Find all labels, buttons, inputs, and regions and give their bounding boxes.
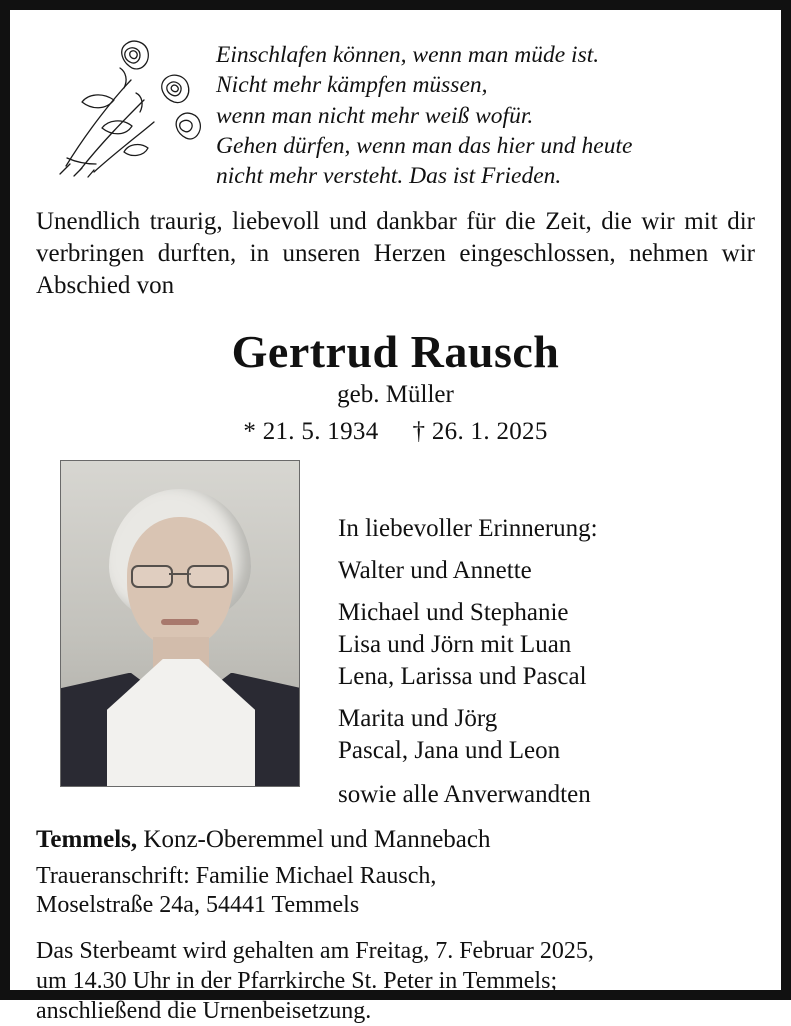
mourner-entry: Marita und Jörg [338, 704, 498, 732]
service-line-1: Das Sterbeamt wird gehalten am Freitag, 7. Februar 2025, [36, 938, 594, 965]
address-line-1: Traueranschrift: Familie Michael Rausch, [36, 862, 437, 889]
mourner-entry: Michael und Stephanie [338, 598, 569, 626]
mourners-heading: In liebevoller Erinnerung: [338, 514, 598, 542]
mourners-list [300, 460, 755, 810]
photo-and-mourners [36, 460, 755, 810]
mourner-entry: Lisa und Jörn mit Luan [338, 630, 572, 658]
deceased-name: Gertrud Rausch [231, 326, 560, 378]
places-line [36, 826, 755, 854]
primary-place: Temmels, [36, 825, 138, 853]
verse-line-1: Einschlafen können, wenn man müde ist. [216, 42, 600, 68]
rose-bouquet-icon [36, 28, 206, 178]
portrait-photo [36, 460, 300, 787]
maiden-name: geb. Müller [337, 380, 454, 408]
mourners-closing: sowie alle Anverwandten [338, 780, 591, 808]
service-line-2: um 14.30 Uhr in der Pfarrkirche St. Peter in Temmels; [36, 968, 558, 995]
service-line-3: anschließend die Urnenbeisetzung. [36, 998, 372, 1025]
mourner-entry: Walter und Annette [338, 556, 532, 584]
other-places: Konz-Oberemmel und Mannebach [137, 825, 491, 853]
mourner-entry: Pascal, Jana und Leon [338, 736, 561, 764]
verse-line-4: Gehen dürfen, wenn man das hier und heute [216, 132, 633, 159]
verse-line-5: nicht mehr versteht. Das ist Frieden. [216, 163, 562, 190]
verse-line-2: Nicht mehr kämpfen müssen, [216, 72, 488, 99]
service-details [36, 936, 755, 1026]
intro-paragraph: Unendlich traurig, liebevoll und dankbar für die Zeit, die wir mit dir verbringen durften, in unseren Herzen eingeschlossen, nehmen wir Abschied von [36, 207, 755, 300]
birth-date: * 21. 5. 1934 [243, 417, 379, 445]
verse-line-3: wenn man nicht mehr weiß wofür. [216, 102, 534, 129]
life-dates [36, 418, 755, 446]
mourner-entry: Lena, Larissa und Pascal [338, 662, 587, 690]
mourning-address [36, 862, 755, 921]
verse-text [216, 28, 755, 192]
verse-section [36, 28, 755, 192]
death-date: † 26. 1. 2025 [412, 417, 548, 445]
address-line-2: Moselstraße 24a, 54441 Temmels [36, 891, 360, 918]
